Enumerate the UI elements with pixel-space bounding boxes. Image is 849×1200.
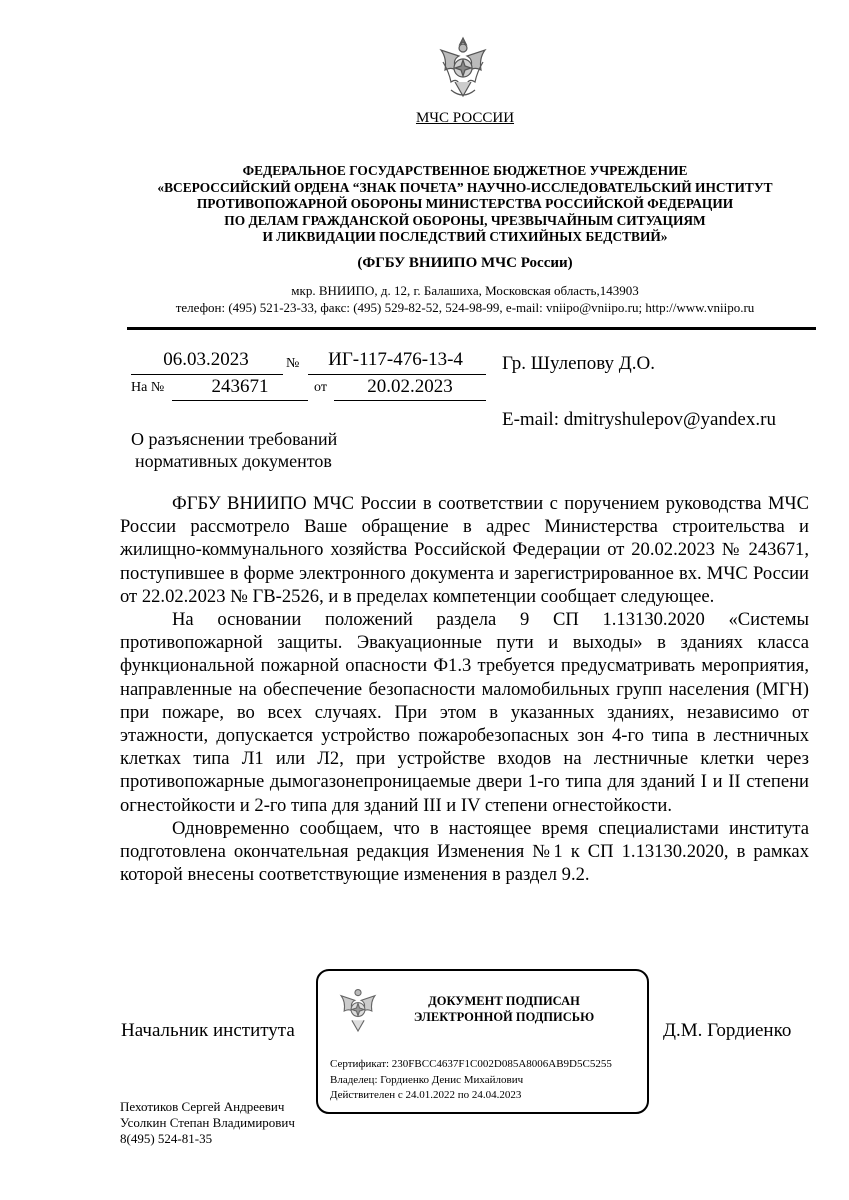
stamp-heading-line: ЭЛЕКТРОННОЙ ПОДПИСЬЮ	[413, 1010, 595, 1024]
from-label: от	[314, 380, 327, 395]
institution-line: ФЕДЕРАЛЬНОЕ ГОСУДАРСТВЕННОЕ БЮДЖЕТНОЕ УЧРЕЖДЕНИЕ	[242, 163, 688, 178]
address-line: телефон: (495) 521-23-33, факс: (495) 529-82-52, 524-98-99, e-mail: vniipo@vniipo.ru; http://www.vniipo.ru	[175, 300, 755, 315]
stamp-certificate: Сертификат: 230FBCC4637F1C002D085A8006AB9D5C5255	[330, 1058, 612, 1070]
address-line: мкр. ВНИИПО, д. 12, г. Балашиха, Московская область,143903	[291, 283, 639, 298]
letter-body	[120, 492, 809, 886]
institution-address	[100, 282, 830, 316]
contact-phone: 8(495) 524-81-35	[120, 1131, 213, 1146]
contact-person: Усолкин Степан Владимирович	[120, 1115, 295, 1130]
body-paragraph: ФГБУ ВНИИПО МЧС России в соответствии с поручением руководства МЧС России рассмотрело Ваше обращение в адрес Министерства строительства и жилищно-коммунального хозяйства Российской Федерации от 20.02.2023 № 243671, поступившее в форме электронного документа и зарегистрированное вх. МЧС России от 22.02.2023 № ГВ-2526, и в пределах компетенции сообщает следующее.	[120, 493, 809, 607]
electronic-signature-stamp	[316, 969, 649, 1114]
contact-person: Пехотиков Сергей Андреевич	[120, 1099, 285, 1114]
institution-line: «ВСЕРОССИЙСКИЙ ОРДЕНА “ЗНАК ПОЧЕТА” НАУЧНО-ИССЛЕДОВАТЕЛЬСКИЙ ИНСТИТУТ	[157, 179, 773, 195]
reference-label: На №	[131, 380, 165, 395]
header-divider	[127, 327, 816, 330]
recipient-email: E-mail: dmitryshulepov@yandex.ru	[502, 409, 776, 430]
institution-line: ПРОТИВОПОЖАРНОЙ ОБОРОНЫ МИНИСТЕРСТВА РОССИЙСКОЙ ФЕДЕРАЦИИ	[196, 196, 734, 211]
outgoing-number: ИГ-117-476-13-4	[328, 349, 463, 370]
number-label: №	[286, 356, 300, 371]
stamp-heading-line: ДОКУМЕНТ ПОДПИСАН	[428, 994, 580, 1008]
reference-date-underline	[334, 400, 486, 401]
recipient-name: Гр. Шулепову Д.О.	[502, 353, 655, 374]
subject-line: нормативных документов	[135, 451, 332, 471]
institution-line: ПО ДЕЛАМ ГРАЖДАНСКОЙ ОБОРОНЫ, ЧРЕЗВЫЧАЙНЫМ СИТУАЦИЯМ	[224, 212, 706, 228]
institution-short-name: (ФГБУ ВНИИПО МЧС России)	[357, 255, 573, 271]
subject-line: О разъяснении требований	[131, 429, 338, 449]
stamp-details	[330, 1057, 612, 1104]
ministry-title: МЧС РОССИИ	[415, 110, 515, 126]
institution-name	[100, 163, 830, 246]
signatory-name: Д.М. Гордиенко	[663, 1020, 792, 1041]
mchs-emblem-icon	[338, 981, 378, 1035]
stamp-heading	[390, 993, 618, 1025]
body-paragraph: На основании положений раздела 9 СП 1.13130.2020 «Системы противопожарной защиты. Эвакуационные пути и выходы» в зданиях класса функциональной пожарной опасности Ф1.3 требуется предусматривать мероприятия, направленные на обеспечение безопасности маломобильных групп населения (МГН) при пожаре, во всех случаях. При этом в указанных зданиях, независимо от этажности, допускается устройство пожаробезопасных зон 4-го типа в лестничных клетках типа Л1 или Л2, при устройстве входов на лестничные клетки через противопожарные дымогазонепроницаемые двери 1-го типа для зданий I и II степени огнестойкости и 2-го типа для зданий III и IV степени огнестойкости.	[120, 609, 809, 816]
reference-date: 20.02.2023	[367, 376, 453, 397]
reference-number-underline	[172, 400, 308, 401]
executor-contacts	[120, 1099, 295, 1147]
letter-subject	[131, 428, 337, 472]
date-underline	[131, 374, 283, 375]
reference-number: 243671	[211, 376, 269, 397]
signatory-title: Начальник института	[121, 1020, 295, 1041]
institution-line: И ЛИКВИДАЦИИ ПОСЛЕДСТВИЙ СТИХИЙНЫХ БЕДСТВИЙ»	[262, 229, 668, 244]
stamp-validity: Действителен с 24.01.2022 по 24.04.2023	[330, 1089, 522, 1101]
body-paragraph: Одновременно сообщаем, что в настоящее время специалистами института подготовлена окончательная редакция Изменения №1 к СП 1.13130.2020, в рамках которой внесены соответствующие изменения в раздел 9.2.	[120, 817, 809, 886]
outgoing-date: 06.03.2023	[163, 349, 249, 370]
number-underline	[308, 374, 486, 375]
stamp-owner: Владелец: Гордиенко Денис Михайлович	[330, 1073, 524, 1086]
mchs-emblem-icon	[437, 32, 489, 100]
